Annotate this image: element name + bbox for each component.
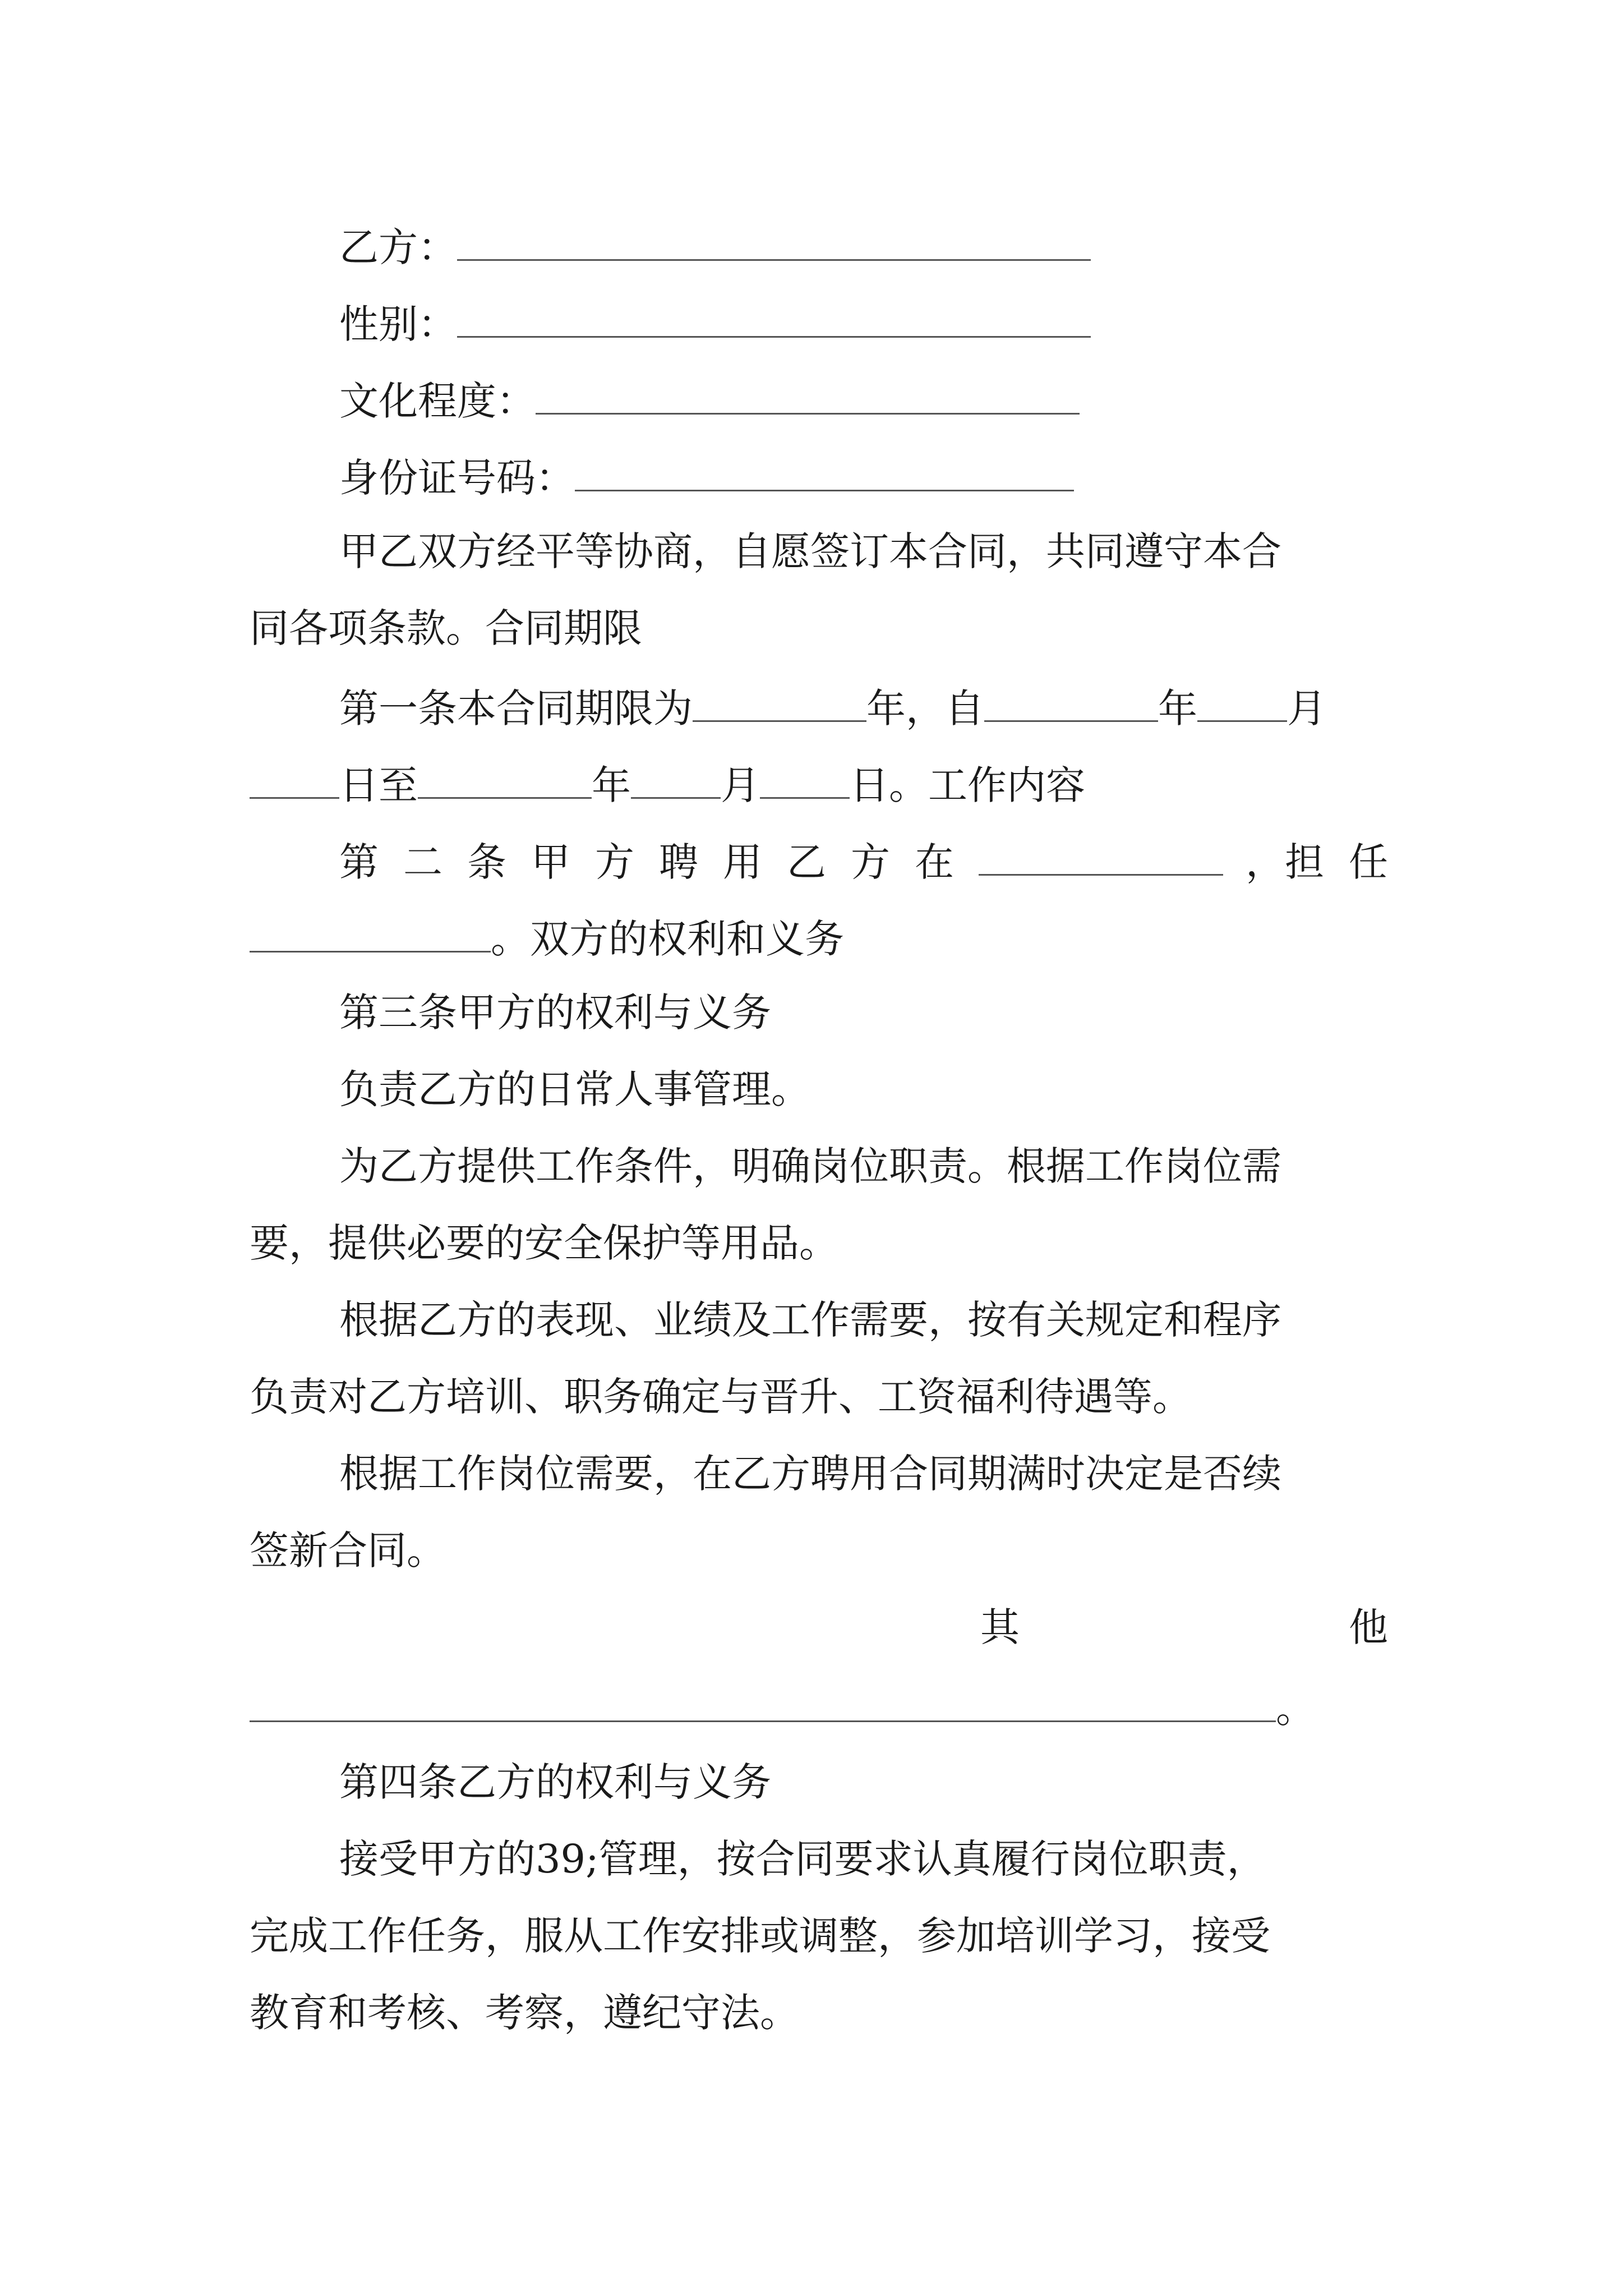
workplace-blank[interactable] (979, 839, 1223, 876)
article3-p4-line-2: 签新合同。 (250, 1527, 446, 1573)
field-label: 文化程度： (339, 378, 536, 424)
article3-title: 第三条甲方的权利与义务 (339, 990, 771, 1036)
article1-text: 第一条本合同期限为 (339, 685, 693, 731)
education-blank[interactable] (536, 378, 1080, 415)
article1-text: 日至 (339, 762, 418, 808)
other-end: 。 (1276, 1686, 1315, 1732)
article2-text: 第二条甲方聘用乙方在 (339, 839, 979, 885)
other-blank[interactable] (250, 1686, 1276, 1722)
article3-p4-line-1: 根据工作岗位需要，在乙方聘用合同期满时决定是否续 (339, 1451, 1281, 1497)
start-year-blank[interactable] (984, 685, 1158, 722)
term-years-blank[interactable] (693, 685, 866, 722)
article2-line-1 (339, 839, 1413, 885)
position-blank[interactable] (250, 916, 491, 953)
article3-p1: 负责乙方的日常人事管理。 (339, 1066, 810, 1112)
end-year-blank[interactable] (418, 762, 592, 799)
gender-blank[interactable] (457, 301, 1091, 338)
article2-text: ， (1246, 839, 1285, 885)
field-education (339, 378, 1080, 424)
article1-line-2 (250, 762, 1085, 808)
end-day-blank[interactable] (760, 762, 850, 799)
other-line (250, 1686, 1315, 1732)
field-party-b (339, 224, 1091, 270)
article4-title: 第四条乙方的权利与义务 (339, 1759, 771, 1805)
other-label-a: 其 (980, 1604, 1020, 1650)
intro-line-2: 同各项条款。合同期限 (250, 605, 642, 651)
field-label: 性别： (339, 301, 457, 347)
article2-text: 。双方的权利和义务 (491, 916, 844, 962)
article1-line-1 (339, 685, 1326, 731)
field-gender (339, 301, 1091, 347)
party-b-blank[interactable] (457, 224, 1091, 261)
article2-line-2 (250, 916, 844, 962)
article4-p1-line-1: 接受甲方的39;管理，按合同要求认真履行岗位职责， (339, 1836, 1266, 1882)
article1-text: 年 (1158, 685, 1197, 731)
article3-p2-line-1: 为乙方提供工作条件，明确岗位职责。根据工作岗位需 (339, 1143, 1281, 1189)
start-day-blank[interactable] (250, 762, 339, 799)
article1-text: 年，自 (866, 685, 984, 731)
field-label: 身份证号码： (339, 455, 575, 501)
article2-text: 担任 (1285, 839, 1413, 885)
article1-text: 月 (1287, 685, 1326, 731)
article4-p1-line-3: 教育和考核、考察，遵纪守法。 (250, 1990, 799, 2036)
field-id-number (339, 455, 1074, 501)
article3-p3-line-1: 根据乙方的表现、业绩及工作需要，按有关规定和程序 (339, 1297, 1281, 1343)
start-month-blank[interactable] (1197, 685, 1287, 722)
article3-p3-line-2: 负责对乙方培训、职务确定与晋升、工资福利待遇等。 (250, 1374, 1192, 1420)
intro-line-1: 甲乙双方经平等协商，自愿签订本合同，共同遵守本合 (339, 528, 1281, 574)
id-number-blank[interactable] (575, 455, 1074, 491)
article1-text: 日。工作内容 (850, 762, 1085, 808)
article1-text: 年 (592, 762, 631, 808)
end-month-blank[interactable] (631, 762, 721, 799)
article4-p1-line-2: 完成工作任务，服从工作安排或调整，参加培训学习，接受 (250, 1913, 1270, 1959)
other-label-b: 他 (1349, 1604, 1388, 1650)
article3-p2-line-2: 要，提供必要的安全保护等用品。 (250, 1220, 838, 1266)
article1-text: 月 (721, 762, 760, 808)
field-label: 乙方： (339, 224, 457, 270)
